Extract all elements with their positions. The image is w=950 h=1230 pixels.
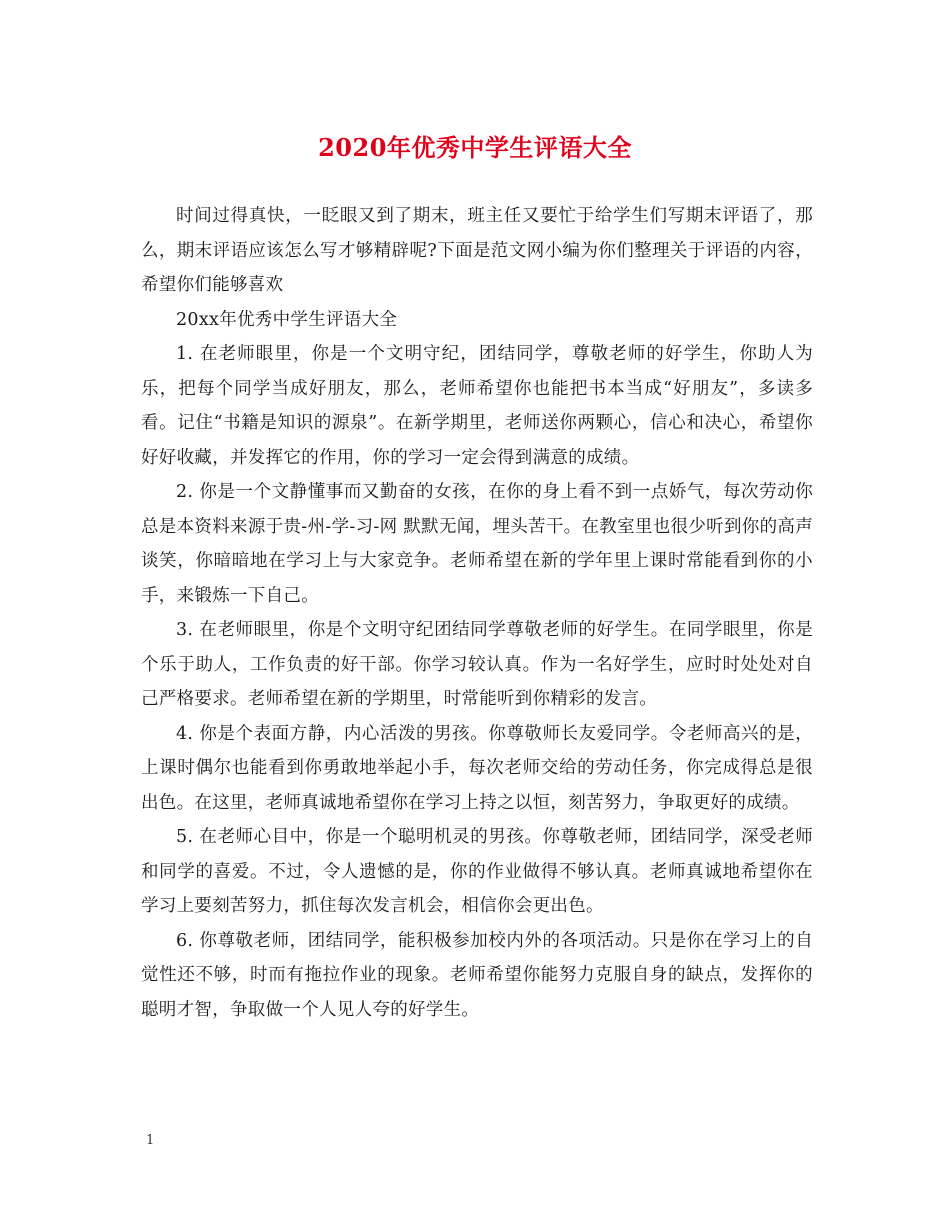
page-number: 1 (146, 1133, 155, 1148)
document-title: 2020年优秀中学生评语大全 (318, 133, 632, 162)
comment-paragraph-4: 4. 你是个表面方静，内心活泼的男孩。你尊敬师长友爱同学。令老师高兴的是，上课时偶尔也能看到你勇敢地举起小手，每次老师交给的劳动任务，你完成得总是很出色。在这里，老师真诚地希望你在学习上持之以恒，刻苦努力，争取更好的成绩。 (141, 723, 813, 813)
comment-paragraph-5: 5. 在老师心目中，你是一个聪明机灵的男孩。你尊敬老师，团结同学，深受老师和同学的喜爱。不过，令人遗憾的是，你的作业做得不够认真。老师真诚地希望你在学习上要刻苦努力，抓住每次发言机会，相信你会更出色。 (141, 827, 813, 916)
document-body (141, 199, 813, 1027)
comment-paragraph-1: 1. 在老师眼里，你是一个文明守纪，团结同学，尊敬老师的好学生，你助人为乐，把每个同学当成好朋友，那么，老师希望你也能把书本当成“好朋友”，多读多看。记住“书籍是知识的源泉”。在新学期里，老师送你两颗心，信心和决心，希望你好好收藏，并发挥它的作用，你的学习一定会得到满意的成绩。 (141, 344, 813, 468)
comment-paragraph-6: 6. 你尊敬老师，团结同学，能积极参加校内外的各项活动。只是你在学习上的自觉性还不够，时而有拖拉作业的现象。老师希望你能努力克服自身的缺点，发挥你的聪明才智，争取做一个人见人夸的好学生。 (141, 930, 813, 1020)
comment-paragraph-3: 3. 在老师眼里，你是个文明守纪团结同学尊敬老师的好学生。在同学眼里，你是个乐于助人，工作负责的好干部。你学习较认真。作为一名好学生，应时时处处对自己严格要求。老师希望在新的学期里，时常能听到你精彩的发言。 (141, 620, 813, 709)
comment-paragraph-2: 2. 你是一个文静懂事而又勤奋的女孩，在你的身上看不到一点娇气，每次劳动你总是本资料来源于贵-州-学-习-网 默默无闻，埋头苦干。在教室里也很少听到你的高声谈笑，你暗暗地在学习上与大家竞争。老师希望在新的学年里上课时常能看到你的小手，来锻炼一下自己。 (141, 482, 813, 606)
section-heading: 20xx年优秀中学生评语大全 (176, 309, 398, 330)
intro-paragraph: 时间过得真快，一眨眼又到了期末，班主任又要忙于给学生们写期末评语了，那么，期末评语应该怎么写才够精辟呢?下面是范文网小编为你们整理关于评语的内容，希望你们能够喜欢 (141, 206, 813, 295)
